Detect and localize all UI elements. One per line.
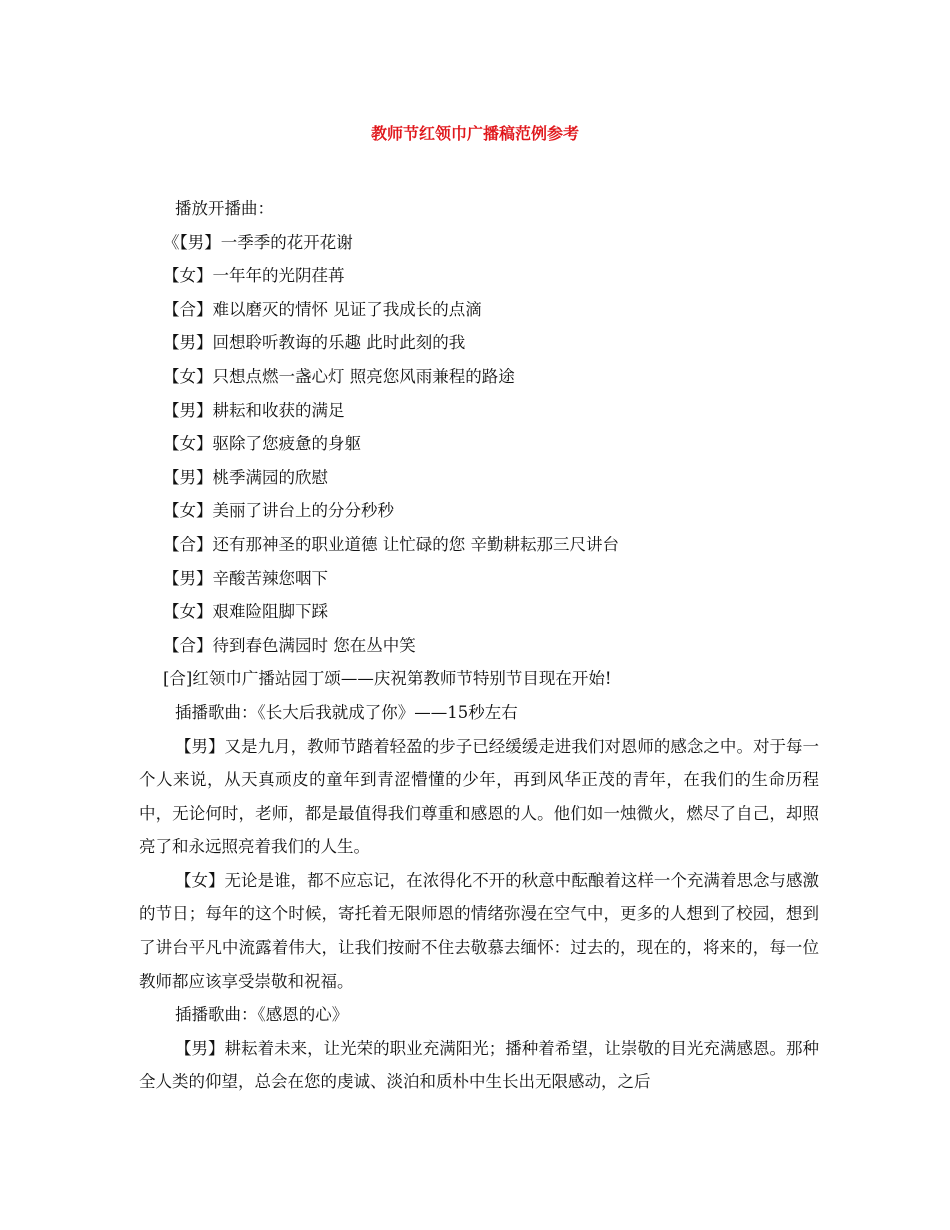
text-line: 【女】艰难险阻脚下踩 [163,602,328,622]
paragraph: 【男】耕耘着未来，让光荣的职业充满阳光；播种着希望，让崇敬的目光充满感恩。那种全人类的仰望，总会在您的虔诚、淡泊和质朴中生长出无限感动，之后 [139,1038,819,1092]
paragraph: 【女】无论是谁，都不应忘记，在浓得化不开的秋意中酝酿着这样一个充满着思念与感激的节日；每年的这个时候，寄托着无限师恩的情绪弥漫在空气中，更多的人想到了校园，想到了讲台平凡中流露着伟大，让我们按耐不住去敬慕去缅怀：过去的，现在的，将来的，每一位教师都应该享受崇敬和祝福。 [139,870,819,991]
document-body [139,192,819,1099]
text-line: 插播歌曲：《感恩的心》 [175,1005,349,1025]
text-line: 【男】耕耘和收获的满足 [163,400,345,420]
text-line: 【男】回想聆听教诲的乐趣 此时此刻的我 [163,333,466,353]
text-line: 【男】辛酸苦辣您咽下 [163,568,328,588]
text-line: 《【男】一季季的花开花谢 [163,232,353,252]
text-line: 【男】桃季满园的欣慰 [163,467,328,487]
text-line: [合]红领巾广播站园丁颂——庆祝第教师节特别节目现在开始! [163,669,612,689]
text-line: 【合】还有那神圣的职业道德 让忙碌的您 辛勤耕耘那三尺讲台 [163,534,619,554]
paragraph: 【男】又是九月，教师节踏着轻盈的步子已经缓缓走进我们对恩师的感念之中。对于每一个人来说，从天真顽皮的童年到青涩懵懂的少年，再到风华正茂的青年，在我们的生命历程中，无论何时，老师，都是最值得我们尊重和感恩的人。他们如一烛微火，燃尽了自己，却照亮了和永远照亮着我们的人生。 [139,736,819,857]
text-line: 【合】难以磨灭的情怀 见证了我成长的点滴 [163,299,482,319]
text-line: 【女】只想点燃一盏心灯 照亮您风雨兼程的路途 [163,366,515,386]
text-line: 【女】美丽了讲台上的分分秒秒 [163,501,394,521]
text-line: 播放开播曲： [175,199,274,218]
text-line: 【女】一年年的光阴荏苒 [163,266,345,286]
page-title: 教师节红领巾广播稿范例参考 [370,124,579,143]
text-line: 插播歌曲：《长大后我就成了你》——15秒左右 [175,702,518,722]
text-line: 【合】待到春色满园时 您在丛中笑 [163,635,416,655]
text-line: 【女】驱除了您疲惫的身躯 [163,434,361,454]
